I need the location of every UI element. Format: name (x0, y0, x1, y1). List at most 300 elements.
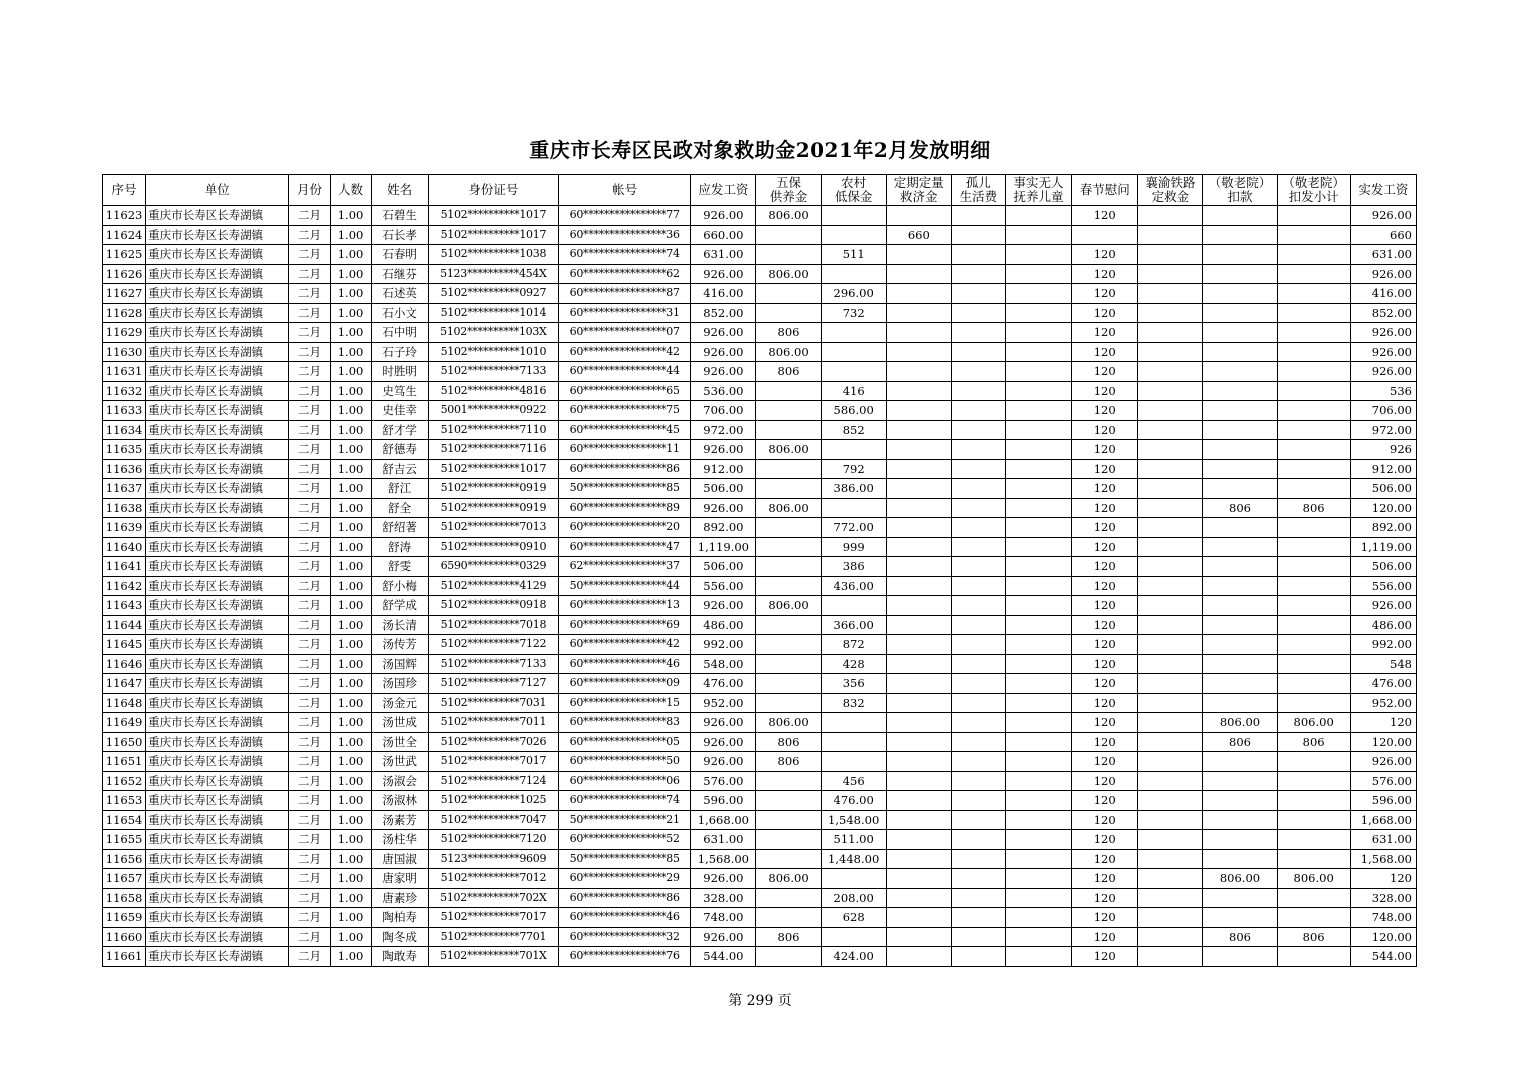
table-cell: 1,119.00 (1350, 537, 1416, 557)
table-cell: 石碧生 (371, 206, 428, 226)
table-row (103, 869, 1417, 889)
table-cell: 二月 (289, 440, 330, 460)
table-cell (1277, 303, 1350, 323)
table-cell (1203, 654, 1277, 674)
table-cell: 石述英 (371, 284, 428, 304)
table-cell (1203, 791, 1277, 811)
table-cell: 60****************11 (559, 440, 691, 460)
table-cell: 5102**********702X (428, 888, 558, 908)
table-cell: 60****************74 (559, 245, 691, 265)
table-cell: 806 (1277, 927, 1350, 947)
table-cell: 1.00 (330, 635, 371, 655)
table-cell: 重庆市长寿区长寿湖镇 (146, 888, 289, 908)
table-cell: 舒吉云 (371, 459, 428, 479)
table-cell (951, 674, 1005, 694)
table-cell: 5102**********7701 (428, 927, 558, 947)
table-cell: 972.00 (691, 420, 756, 440)
table-cell: 926.00 (1350, 752, 1416, 772)
table-cell (951, 615, 1005, 635)
table-cell: 506.00 (1350, 479, 1416, 499)
table-cell (1277, 440, 1350, 460)
table-cell (1277, 537, 1350, 557)
table-cell: 806.00 (756, 342, 821, 362)
table-cell: 重庆市长寿区长寿湖镇 (146, 206, 289, 226)
table-cell: 11642 (103, 576, 146, 596)
table-cell: 5102**********0918 (428, 596, 558, 616)
table-cell: 120 (1072, 362, 1138, 382)
table-cell: 5102**********7012 (428, 869, 558, 889)
table-cell: 5102**********7133 (428, 362, 558, 382)
table-cell (1005, 440, 1071, 460)
table-cell: 二月 (289, 791, 330, 811)
table-cell (1277, 752, 1350, 772)
table-cell: 60****************74 (559, 791, 691, 811)
table-cell: 汤素芳 (371, 810, 428, 830)
table-cell: 120 (1072, 245, 1138, 265)
table-cell: 748.00 (1350, 908, 1416, 928)
table-cell: 汤长清 (371, 615, 428, 635)
table-cell: 952.00 (1350, 693, 1416, 713)
table-cell: 806 (756, 732, 821, 752)
table-cell: 5102**********7013 (428, 518, 558, 538)
table-cell: 重庆市长寿区长寿湖镇 (146, 635, 289, 655)
table-cell: 60****************13 (559, 596, 691, 616)
table-cell: 5102**********701X (428, 947, 558, 967)
table-row (103, 888, 1417, 908)
table-row (103, 498, 1417, 518)
table-cell: 806 (756, 752, 821, 772)
table-cell: 50****************85 (559, 479, 691, 499)
table-row (103, 342, 1417, 362)
table-cell: 926.00 (691, 206, 756, 226)
table-cell: 二月 (289, 537, 330, 557)
table-cell: 5102**********7047 (428, 810, 558, 830)
table-cell: 汤世成 (371, 713, 428, 733)
table-cell: 二月 (289, 674, 330, 694)
table-cell (756, 284, 821, 304)
table-cell: 6590**********0329 (428, 557, 558, 577)
table-cell: 重庆市长寿区长寿湖镇 (146, 284, 289, 304)
table-cell (1277, 771, 1350, 791)
table-cell (756, 830, 821, 850)
table-cell: 舒绍著 (371, 518, 428, 538)
table-cell (1005, 537, 1071, 557)
table-cell: 120 (1072, 401, 1138, 421)
table-cell (886, 947, 951, 967)
table-cell: 5123**********454X (428, 264, 558, 284)
table-cell: 60****************50 (559, 752, 691, 772)
table-cell: 386.00 (821, 479, 886, 499)
table-cell: 重庆市长寿区长寿湖镇 (146, 869, 289, 889)
table-cell: 汤国珍 (371, 674, 428, 694)
table-cell: 二月 (289, 401, 330, 421)
table-cell: 11627 (103, 284, 146, 304)
table-cell (1005, 401, 1071, 421)
table-cell: 重庆市长寿区长寿湖镇 (146, 342, 289, 362)
table-cell: 11647 (103, 674, 146, 694)
table-cell (1203, 284, 1277, 304)
table-cell (886, 459, 951, 479)
table-cell: 1.00 (330, 849, 371, 869)
table-cell: 992.00 (691, 635, 756, 655)
table-cell: 120 (1072, 596, 1138, 616)
table-cell: 二月 (289, 713, 330, 733)
table-cell (886, 342, 951, 362)
table-row (103, 596, 1417, 616)
table-cell (821, 362, 886, 382)
table-cell: 544.00 (691, 947, 756, 967)
table-cell (821, 869, 886, 889)
column-header: 五保 供养金 (756, 175, 821, 206)
table-cell: 汤淑林 (371, 791, 428, 811)
table-cell: 陶冬成 (371, 927, 428, 947)
table-cell (1203, 440, 1277, 460)
table-cell: 重庆市长寿区长寿湖镇 (146, 440, 289, 460)
table-cell (756, 459, 821, 479)
table-cell: 806.00 (1203, 869, 1277, 889)
table-cell (756, 771, 821, 791)
table-cell: 11643 (103, 596, 146, 616)
table-cell: 重庆市长寿区长寿湖镇 (146, 362, 289, 382)
table-cell (1138, 615, 1203, 635)
table-cell: 11633 (103, 401, 146, 421)
table-cell (886, 206, 951, 226)
table-cell (1138, 732, 1203, 752)
table-cell: 732 (821, 303, 886, 323)
table-cell: 陶柏寿 (371, 908, 428, 928)
table-cell: 1,568.00 (691, 849, 756, 869)
table-cell: 5102**********7127 (428, 674, 558, 694)
table-cell (1138, 206, 1203, 226)
table-cell: 511 (821, 245, 886, 265)
table-cell (1005, 615, 1071, 635)
table-cell (1138, 771, 1203, 791)
table-cell: 596.00 (691, 791, 756, 811)
table-cell (1138, 674, 1203, 694)
table-cell: 5102**********7031 (428, 693, 558, 713)
table-cell: 11623 (103, 206, 146, 226)
table-cell: 120 (1072, 791, 1138, 811)
table-cell (951, 791, 1005, 811)
table-cell: 706.00 (1350, 401, 1416, 421)
table-cell (1203, 401, 1277, 421)
table-cell (756, 908, 821, 928)
column-header: 襄渝铁路 定救金 (1138, 175, 1203, 206)
table-cell: 60****************83 (559, 713, 691, 733)
table-cell (886, 849, 951, 869)
table-cell: 912.00 (1350, 459, 1416, 479)
table-cell: 舒小梅 (371, 576, 428, 596)
table-cell: 11644 (103, 615, 146, 635)
table-cell: 1.00 (330, 830, 371, 850)
table-cell: 1.00 (330, 557, 371, 577)
table-cell: 62****************37 (559, 557, 691, 577)
table-cell: 952.00 (691, 693, 756, 713)
table-cell: 重庆市长寿区长寿湖镇 (146, 479, 289, 499)
table-cell: 926.00 (1350, 323, 1416, 343)
table-cell (1138, 537, 1203, 557)
table-cell: 5102**********7133 (428, 654, 558, 674)
column-header: 月份 (289, 175, 330, 206)
table-cell: 548 (1350, 654, 1416, 674)
table-cell (951, 206, 1005, 226)
table-cell (756, 635, 821, 655)
table-cell (1203, 752, 1277, 772)
table-cell: 1,119.00 (691, 537, 756, 557)
table-cell: 120 (1072, 635, 1138, 655)
table-cell: 60****************32 (559, 927, 691, 947)
table-cell: 重庆市长寿区长寿湖镇 (146, 401, 289, 421)
table-cell: 5123**********9609 (428, 849, 558, 869)
table-cell: 356 (821, 674, 886, 694)
table-cell (1138, 947, 1203, 967)
table-cell (886, 810, 951, 830)
column-header: 应发工资 (691, 175, 756, 206)
table-cell: 1.00 (330, 596, 371, 616)
table-cell (1005, 245, 1071, 265)
table-cell: 1,568.00 (1350, 849, 1416, 869)
table-cell (1277, 908, 1350, 928)
table-cell: 926.00 (691, 752, 756, 772)
table-cell: 748.00 (691, 908, 756, 928)
table-cell: 5102**********0919 (428, 498, 558, 518)
table-cell: 5102**********1017 (428, 206, 558, 226)
table-cell: 重庆市长寿区长寿湖镇 (146, 810, 289, 830)
table-cell: 汤世全 (371, 732, 428, 752)
table-cell (951, 420, 1005, 440)
table-cell (1138, 459, 1203, 479)
table-row (103, 264, 1417, 284)
table-row (103, 479, 1417, 499)
table-cell: 石小文 (371, 303, 428, 323)
table-cell: 5102**********0910 (428, 537, 558, 557)
table-cell: 208.00 (821, 888, 886, 908)
table-cell: 60****************77 (559, 206, 691, 226)
table-row (103, 635, 1417, 655)
table-cell: 926.00 (1350, 206, 1416, 226)
table-cell: 806.00 (756, 264, 821, 284)
table-cell: 二月 (289, 206, 330, 226)
table-cell: 926.00 (691, 323, 756, 343)
table-cell (1005, 771, 1071, 791)
table-cell: 120.00 (1350, 498, 1416, 518)
table-cell: 重庆市长寿区长寿湖镇 (146, 771, 289, 791)
table-cell (756, 810, 821, 830)
table-cell: 926.00 (691, 440, 756, 460)
table-cell: 11661 (103, 947, 146, 967)
table-cell: 631.00 (1350, 830, 1416, 850)
table-cell: 1.00 (330, 518, 371, 538)
table-cell: 5102**********1014 (428, 303, 558, 323)
table-cell (1138, 791, 1203, 811)
table-cell (1138, 927, 1203, 947)
table-cell: 476.00 (691, 674, 756, 694)
table-cell (951, 713, 1005, 733)
table-cell (1138, 420, 1203, 440)
table-cell: 806.00 (1203, 713, 1277, 733)
table-cell: 296.00 (821, 284, 886, 304)
table-cell: 汤柱华 (371, 830, 428, 850)
table-cell: 二月 (289, 830, 330, 850)
table-cell: 60****************42 (559, 635, 691, 655)
table-cell: 60****************45 (559, 420, 691, 440)
table-row (103, 537, 1417, 557)
table-cell (756, 576, 821, 596)
table-row (103, 303, 1417, 323)
table-cell: 120 (1072, 479, 1138, 499)
table-cell: 11629 (103, 323, 146, 343)
column-header: 春节慰问 (1072, 175, 1138, 206)
column-header: 单位 (146, 175, 289, 206)
table-cell (886, 654, 951, 674)
table-cell (1138, 596, 1203, 616)
table-cell (1005, 635, 1071, 655)
table-cell: 120 (1072, 440, 1138, 460)
table-row (103, 284, 1417, 304)
table-cell (1138, 810, 1203, 830)
column-header: 姓名 (371, 175, 428, 206)
table-cell: 120 (1350, 713, 1416, 733)
table-cell: 792 (821, 459, 886, 479)
table-cell: 11658 (103, 888, 146, 908)
table-cell (1005, 498, 1071, 518)
table-cell: 5102**********103X (428, 323, 558, 343)
table-cell: 二月 (289, 420, 330, 440)
table-cell: 5102**********7026 (428, 732, 558, 752)
table-cell: 二月 (289, 498, 330, 518)
table-cell: 重庆市长寿区长寿湖镇 (146, 420, 289, 440)
table-cell (1277, 323, 1350, 343)
table-cell (951, 303, 1005, 323)
table-cell: 1.00 (330, 440, 371, 460)
table-cell (1138, 381, 1203, 401)
table-cell: 1.00 (330, 303, 371, 323)
table-cell: 二月 (289, 693, 330, 713)
table-cell: 60****************09 (559, 674, 691, 694)
table-cell (1277, 654, 1350, 674)
table-cell: 重庆市长寿区长寿湖镇 (146, 459, 289, 479)
table-cell (886, 381, 951, 401)
table-cell: 628 (821, 908, 886, 928)
table-cell (886, 752, 951, 772)
table-cell (1005, 284, 1071, 304)
table-cell: 石继芬 (371, 264, 428, 284)
table-cell: 5102**********7017 (428, 752, 558, 772)
table-cell (886, 596, 951, 616)
table-cell: 576.00 (1350, 771, 1416, 791)
table-cell: 5102**********7124 (428, 771, 558, 791)
table-cell (1277, 518, 1350, 538)
table-cell: 660 (1350, 225, 1416, 245)
table-cell: 120 (1072, 615, 1138, 635)
table-cell (756, 615, 821, 635)
table-cell (821, 732, 886, 752)
table-cell: 120 (1072, 557, 1138, 577)
table-cell: 120 (1072, 927, 1138, 947)
table-cell: 806.00 (1277, 713, 1350, 733)
table-cell (951, 401, 1005, 421)
table-cell (951, 771, 1005, 791)
table-cell: 120 (1072, 674, 1138, 694)
table-row (103, 362, 1417, 382)
table-cell (886, 674, 951, 694)
table-cell (1277, 947, 1350, 967)
table-cell (1203, 245, 1277, 265)
table-cell: 416.00 (1350, 284, 1416, 304)
table-cell (886, 440, 951, 460)
table-cell (886, 264, 951, 284)
table-cell: 重庆市长寿区长寿湖镇 (146, 830, 289, 850)
table-cell: 1,448.00 (821, 849, 886, 869)
table-cell: 926.00 (691, 342, 756, 362)
table-cell (756, 479, 821, 499)
table-cell (951, 342, 1005, 362)
table-cell: 重庆市长寿区长寿湖镇 (146, 791, 289, 811)
table-cell: 时胜明 (371, 362, 428, 382)
table-cell: 806.00 (1277, 869, 1350, 889)
table-cell: 416.00 (691, 284, 756, 304)
table-cell (821, 225, 886, 245)
table-cell (1277, 635, 1350, 655)
table-cell: 重庆市长寿区长寿湖镇 (146, 849, 289, 869)
table-cell: 11651 (103, 752, 146, 772)
column-header: 定期定量 救济金 (886, 175, 951, 206)
table-cell: 506.00 (691, 557, 756, 577)
table-cell (1005, 557, 1071, 577)
table-cell (1203, 518, 1277, 538)
table-cell (1203, 323, 1277, 343)
table-cell: 328.00 (691, 888, 756, 908)
table-cell: 11640 (103, 537, 146, 557)
table-cell: 1,548.00 (821, 810, 886, 830)
table-cell: 806 (1277, 732, 1350, 752)
table-cell: 60****************87 (559, 284, 691, 304)
table-cell: 二月 (289, 810, 330, 830)
table-cell (821, 206, 886, 226)
table-cell: 60****************75 (559, 401, 691, 421)
table-cell (1005, 654, 1071, 674)
table-cell: 60****************46 (559, 654, 691, 674)
table-cell: 11648 (103, 693, 146, 713)
table-cell: 重庆市长寿区长寿湖镇 (146, 615, 289, 635)
table-cell: 772.00 (821, 518, 886, 538)
table-cell (951, 381, 1005, 401)
table-cell: 二月 (289, 459, 330, 479)
table-cell: 5102**********7110 (428, 420, 558, 440)
table-cell: 1.00 (330, 654, 371, 674)
table-cell (1005, 888, 1071, 908)
table-cell: 556.00 (691, 576, 756, 596)
table-cell: 60****************44 (559, 362, 691, 382)
table-cell (1277, 284, 1350, 304)
column-header: 身份证号 (428, 175, 558, 206)
table-cell (756, 381, 821, 401)
table-cell: 史笃生 (371, 381, 428, 401)
table-cell (1138, 362, 1203, 382)
table-row (103, 615, 1417, 635)
table-cell (1138, 654, 1203, 674)
table-row (103, 245, 1417, 265)
table-cell: 陶敢寿 (371, 947, 428, 967)
table-cell: 5102**********7116 (428, 440, 558, 460)
table-cell: 舒涛 (371, 537, 428, 557)
table-row (103, 674, 1417, 694)
table-cell: 120 (1072, 654, 1138, 674)
table-cell: 11645 (103, 635, 146, 655)
table-cell (756, 947, 821, 967)
table-cell: 416 (821, 381, 886, 401)
table-cell: 重庆市长寿区长寿湖镇 (146, 381, 289, 401)
